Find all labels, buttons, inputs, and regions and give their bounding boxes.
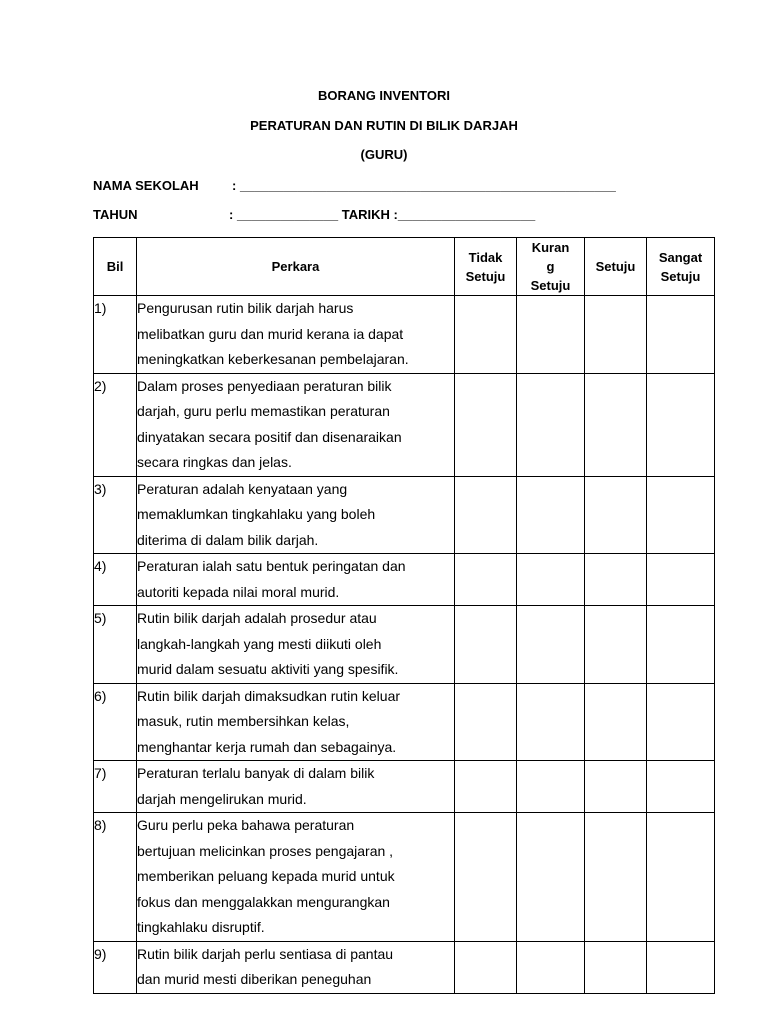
rating-cell-sangat-setuju[interactable] xyxy=(647,761,715,813)
statement-line: murid dalam sesuatu aktiviti yang spesifik. xyxy=(137,661,399,677)
row-number: 7) xyxy=(94,761,137,813)
rating-cell-setuju[interactable] xyxy=(585,813,647,942)
year-label: TAHUN xyxy=(93,207,138,222)
table-row xyxy=(94,683,715,761)
row-statement xyxy=(137,683,455,761)
rating-cell-kurang-setuju[interactable] xyxy=(517,813,585,942)
rating-cell-kurang-setuju[interactable] xyxy=(517,683,585,761)
rating-cell-tidak-setuju[interactable] xyxy=(455,683,517,761)
rating-cell-setuju[interactable] xyxy=(585,606,647,684)
row-statement xyxy=(137,296,455,374)
table-row xyxy=(94,373,715,476)
statement-line: fokus dan menggalakkan mengurangkan xyxy=(137,893,390,910)
rating-cell-sangat-setuju[interactable] xyxy=(647,373,715,476)
statement-line: Peraturan ialah satu bentuk peringatan dan xyxy=(137,558,406,574)
statement-line: Rutin bilik darjah adalah prosedur atau xyxy=(137,610,377,626)
header-perkara: Perkara xyxy=(137,238,455,296)
rating-cell-tidak-setuju[interactable] xyxy=(455,813,517,942)
statement-line: dan murid mesti diberikan peneguhan xyxy=(137,971,372,987)
form-subtitle: PERATURAN DAN RUTIN DI BILIK DARJAH xyxy=(250,118,518,133)
row-number: 2) xyxy=(94,373,137,476)
rating-cell-tidak-setuju[interactable] xyxy=(455,554,517,606)
school-name-blank[interactable]: : ____________________________________________________ xyxy=(232,178,616,193)
header-setuju: Setuju xyxy=(585,238,647,296)
statement-line: bertujuan melicinkan proses pengajaran , xyxy=(137,842,394,859)
rating-cell-sangat-setuju[interactable] xyxy=(647,941,715,993)
header-tidak-setuju: Tidak Setuju xyxy=(455,238,517,296)
year-date-field[interactable] xyxy=(93,207,535,222)
rating-cell-setuju[interactable] xyxy=(585,941,647,993)
row-statement xyxy=(137,813,455,942)
statement-line: darjah mengelirukan murid. xyxy=(137,790,307,807)
rating-cell-tidak-setuju[interactable] xyxy=(455,476,517,554)
header-kurang-setuju: Kuran g Setuju xyxy=(517,238,585,296)
form-title: BORANG INVENTORI xyxy=(318,88,450,103)
statement-line: autoriti kepada nilai moral murid. xyxy=(137,583,340,600)
rating-cell-sangat-setuju[interactable] xyxy=(647,296,715,374)
school-name-label: NAMA SEKOLAH xyxy=(93,178,199,193)
statement-line: diterima di dalam bilik darjah. xyxy=(137,531,319,548)
table-row xyxy=(94,476,715,554)
rating-cell-setuju[interactable] xyxy=(585,554,647,606)
row-number: 4) xyxy=(94,554,137,606)
rating-cell-setuju[interactable] xyxy=(585,373,647,476)
inventory-table xyxy=(93,237,715,994)
rating-cell-kurang-setuju[interactable] xyxy=(517,761,585,813)
row-statement xyxy=(137,606,455,684)
rating-cell-tidak-setuju[interactable] xyxy=(455,606,517,684)
statement-line: secara ringkas dan jelas. xyxy=(137,454,292,470)
rating-cell-sangat-setuju[interactable] xyxy=(647,554,715,606)
row-statement xyxy=(137,941,455,993)
rating-cell-kurang-setuju[interactable] xyxy=(517,296,585,374)
row-number: 3) xyxy=(94,476,137,554)
rating-cell-setuju[interactable] xyxy=(585,683,647,761)
rating-cell-tidak-setuju[interactable] xyxy=(455,296,517,374)
rating-cell-kurang-setuju[interactable] xyxy=(517,554,585,606)
rating-cell-kurang-setuju[interactable] xyxy=(517,606,585,684)
row-number: 8) xyxy=(94,813,137,942)
row-statement xyxy=(137,373,455,476)
rating-cell-sangat-setuju[interactable] xyxy=(647,683,715,761)
rating-cell-tidak-setuju[interactable] xyxy=(455,761,517,813)
statement-line: menghantar kerja rumah dan sebagainya. xyxy=(137,738,397,755)
row-number: 5) xyxy=(94,606,137,684)
statement-line: darjah, guru perlu memastikan peraturan xyxy=(137,403,390,419)
header-sangat-setuju: Sangat Setuju xyxy=(647,238,715,296)
rating-cell-setuju[interactable] xyxy=(585,761,647,813)
rating-cell-sangat-setuju[interactable] xyxy=(647,476,715,554)
table-header-row xyxy=(94,238,715,296)
table-row xyxy=(94,296,715,374)
rating-cell-kurang-setuju[interactable] xyxy=(517,476,585,554)
rating-cell-sangat-setuju[interactable] xyxy=(647,813,715,942)
statement-line: Rutin bilik darjah perlu sentiasa di pantau xyxy=(137,945,394,962)
rating-cell-kurang-setuju[interactable] xyxy=(517,941,585,993)
statement-line: masuk, rutin membersihkan kelas, xyxy=(137,713,350,729)
table-row xyxy=(94,813,715,942)
rating-cell-kurang-setuju[interactable] xyxy=(517,373,585,476)
header-bil: Bil xyxy=(94,238,137,296)
statement-line: Peraturan adalah kenyataan yang xyxy=(137,480,348,497)
statement-line: langkah-langkah yang mesti diikuti oleh xyxy=(137,635,382,652)
table-row xyxy=(94,554,715,606)
form-audience: (GURU) xyxy=(360,147,408,162)
statement-line: tingkahlaku disruptif. xyxy=(137,919,265,935)
statement-line: Dalam proses penyediaan peraturan bilik xyxy=(137,377,392,394)
rating-cell-tidak-setuju[interactable] xyxy=(455,941,517,993)
statement-line: Guru perlu peka bahawa peraturan xyxy=(137,817,355,833)
table-row xyxy=(94,941,715,993)
rating-cell-tidak-setuju[interactable] xyxy=(455,373,517,476)
row-number: 1) xyxy=(94,296,137,374)
statement-line: Pengurusan rutin bilik darjah harus xyxy=(137,300,354,316)
statement-line: Rutin bilik darjah dimaksudkan rutin keluar xyxy=(137,687,401,704)
rating-cell-setuju[interactable] xyxy=(585,476,647,554)
school-name-field[interactable] xyxy=(93,178,616,193)
rating-cell-sangat-setuju[interactable] xyxy=(647,606,715,684)
table-row xyxy=(94,761,715,813)
year-date-blank[interactable]: : ______________ TARIKH :___________________ xyxy=(229,207,536,222)
row-statement xyxy=(137,554,455,606)
row-number: 9) xyxy=(94,941,137,993)
row-number: 6) xyxy=(94,683,137,761)
statement-line: dinyatakan secara positif dan disenaraikan xyxy=(137,428,402,445)
statement-line: memberikan peluang kepada murid untuk xyxy=(137,868,395,884)
statement-line: meningkatkan keberkesanan pembelajaran. xyxy=(137,351,409,367)
row-statement xyxy=(137,476,455,554)
row-statement xyxy=(137,761,455,813)
statement-line: memaklumkan tingkahlaku yang boleh xyxy=(137,506,376,522)
rating-cell-setuju[interactable] xyxy=(585,296,647,374)
table-row xyxy=(94,606,715,684)
statement-line: Peraturan terlalu banyak di dalam bilik xyxy=(137,765,375,781)
statement-line: melibatkan guru dan murid kerana ia dapat xyxy=(137,325,404,342)
